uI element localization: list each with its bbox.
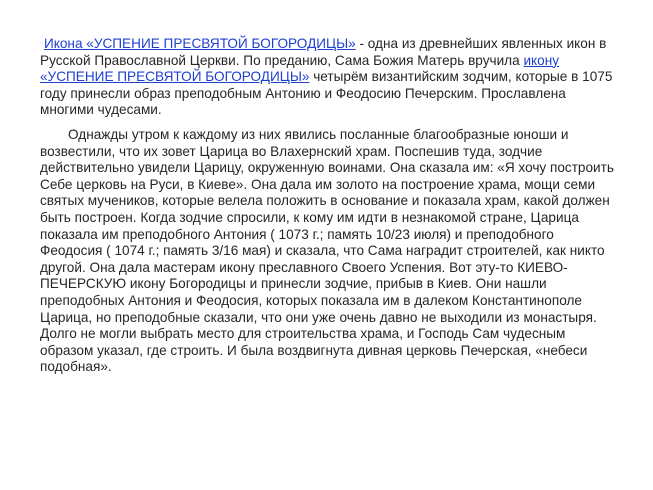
intro-paragraph [40,36,615,119]
intro-text-1: - одна из древнейших явленных икон в Русской Православной Церкви. По преданию, Сама Божия Матерь вручила [40,36,607,68]
intro-text-2: четырём византийским зодчим, которые в 1075 году принесли образ преподобным Антонию и Феодосию Печерским. Прославлена многими чудесами. [40,69,613,118]
icon-link-2[interactable]: икону «УСПЕНИЕ ПРЕСВЯТОЙ БОГОРОДИЦЫ» [40,52,560,85]
story-paragraph: Однажды утром к каждому из них явились посланные благообразные юноши и возвестили, что их зовет Царица во Влахернский храм. Поспешив туда, зодчие действительно увидели Царицу, окруженную воинами. Она сказала им: «Я хочу построить Себе церковь на Руси, в Киеве». Она дала им золото на построение храма, мощи семи святых мучеников, которые велела положить в основание и показала храм, какой должен быть построен. Когда зодчие спросили, к кому им идти в незнакомой стране, Царица показала им преподобного Антония ( 1073 г.; память 10/23 июля) и преподобного Феодосия ( 1074 г.; память 3/16 мая) и сказала, что Сама наградит строителей, как никто другой. Она дала мастерам икону преславного Своего Успения. Вот эту-то КИЕВО-ПЕЧЕРСКУЮ икону Богородицы и принесли зодчие, прибыв в Киев. Они нашли преподобных Антония и Феодосия, которых показала им в далеком Константинополе Царица, но преподобные сказали, что они уже очень давно не выходили из монастыря. Долго не могли выбрать место для строительства храма, и Господь Сам чудесным образом указал, где строить. И была воздвигнута дивная церковь Печерская, «небеси подобная». [40,126,614,375]
icon-title-link[interactable]: Икона «УСПЕНИЕ ПРЕСВЯТОЙ БОГОРОДИЦЫ» [44,36,356,51]
slide-content [40,36,615,376]
